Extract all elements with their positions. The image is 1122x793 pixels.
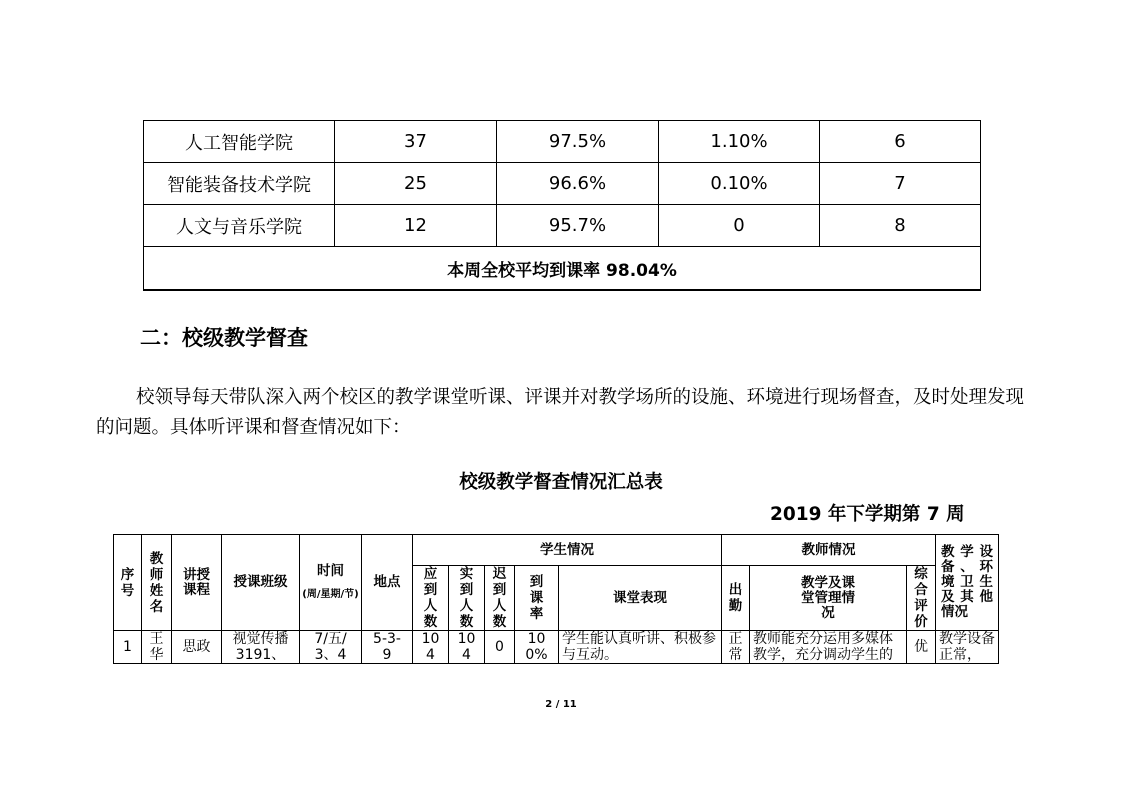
header-rate: 到课率 [515,566,559,631]
cell-college: 智能装备技术学院 [144,163,335,205]
cell-rank: 7 [820,163,981,205]
header-actual: 实到人数 [449,566,485,631]
header-teacher: 教师姓名 [142,535,172,631]
cell-rate: 95.7% [497,205,659,247]
cell-rank: 8 [820,205,981,247]
cell-expected: 104 [413,631,449,664]
header-class: 授课班级 [222,535,300,631]
cell-performance: 学生能认真听讲、积极参与互动。 [559,631,722,664]
header-env: 教学设备、环境卫生及其他情况 [936,535,999,631]
cell-course: 思政 [172,631,222,664]
cell-late: 0 [659,205,820,247]
summary-row [144,247,981,291]
cell-rate: 96.6% [497,163,659,205]
cell-actual: 104 [449,631,485,664]
table-row [144,205,981,247]
cell-count: 25 [335,163,497,205]
table-row [144,121,981,163]
cell-college: 人文与音乐学院 [144,205,335,247]
cell-late: 0 [485,631,515,664]
header-performance: 课堂表现 [559,566,722,631]
cell-teaching: 教师能充分运用多媒体教学，充分调动学生的 [750,631,907,664]
intro-paragraph [96,383,1036,443]
cell-count: 12 [335,205,497,247]
cell-overall: 优 [907,631,936,664]
college-attendance-table [143,120,981,291]
cell-rate: 97.5% [497,121,659,163]
header-student-group: 学生情况 [413,535,722,566]
header-seq: 序号 [114,535,142,631]
attendance-summary: 本周全校平均到课率 98.04% [144,247,981,291]
page-number: 2 / 11 [545,699,577,710]
cell-rate: 100% [515,631,559,664]
cell-seq: 1 [114,631,142,664]
table-title: 校级教学督查情况汇总表 [459,472,663,493]
header-time [300,535,362,631]
table-row [144,163,981,205]
intro-text: 校领导每天带队深入两个校区的教学课堂听课、评课并对教学场所的设施、环境进行现场督查，及时处理发现的问题。具体听评课和督查情况如下： [96,387,1025,438]
cell-late: 1.10% [659,121,820,163]
section-heading: 二：校级教学督查 [140,326,308,350]
cell-late: 0.10% [659,163,820,205]
header-time-label: 时间 [317,562,344,579]
cell-teacher: 王华 [142,631,172,664]
header-late: 迟到人数 [485,566,515,631]
header-teacher-group: 教师情况 [722,535,936,566]
cell-college: 人工智能学院 [144,121,335,163]
header-course: 讲授课程 [172,535,222,631]
header-teaching: 教学及课堂管理情况 [750,566,907,631]
cell-attendance: 正常 [722,631,750,664]
supervision-table [113,534,999,664]
cell-place: 5-3-9 [362,631,413,664]
cell-rank: 6 [820,121,981,163]
table-row [114,631,999,664]
cell-env: 教学设备正常， [936,631,999,664]
cell-count: 37 [335,121,497,163]
header-time-sub: (周/星期/节) [302,588,359,600]
header-expected: 应到人数 [413,566,449,631]
semester-label: 2019 年下学期第 7 周 [770,504,965,525]
header-overall: 综合评价 [907,566,936,631]
cell-class: 视觉传播3191、 [222,631,300,664]
cell-time: 7/五/3、4 [300,631,362,664]
header-place: 地点 [362,535,413,631]
header-attendance: 出勤 [722,566,750,631]
